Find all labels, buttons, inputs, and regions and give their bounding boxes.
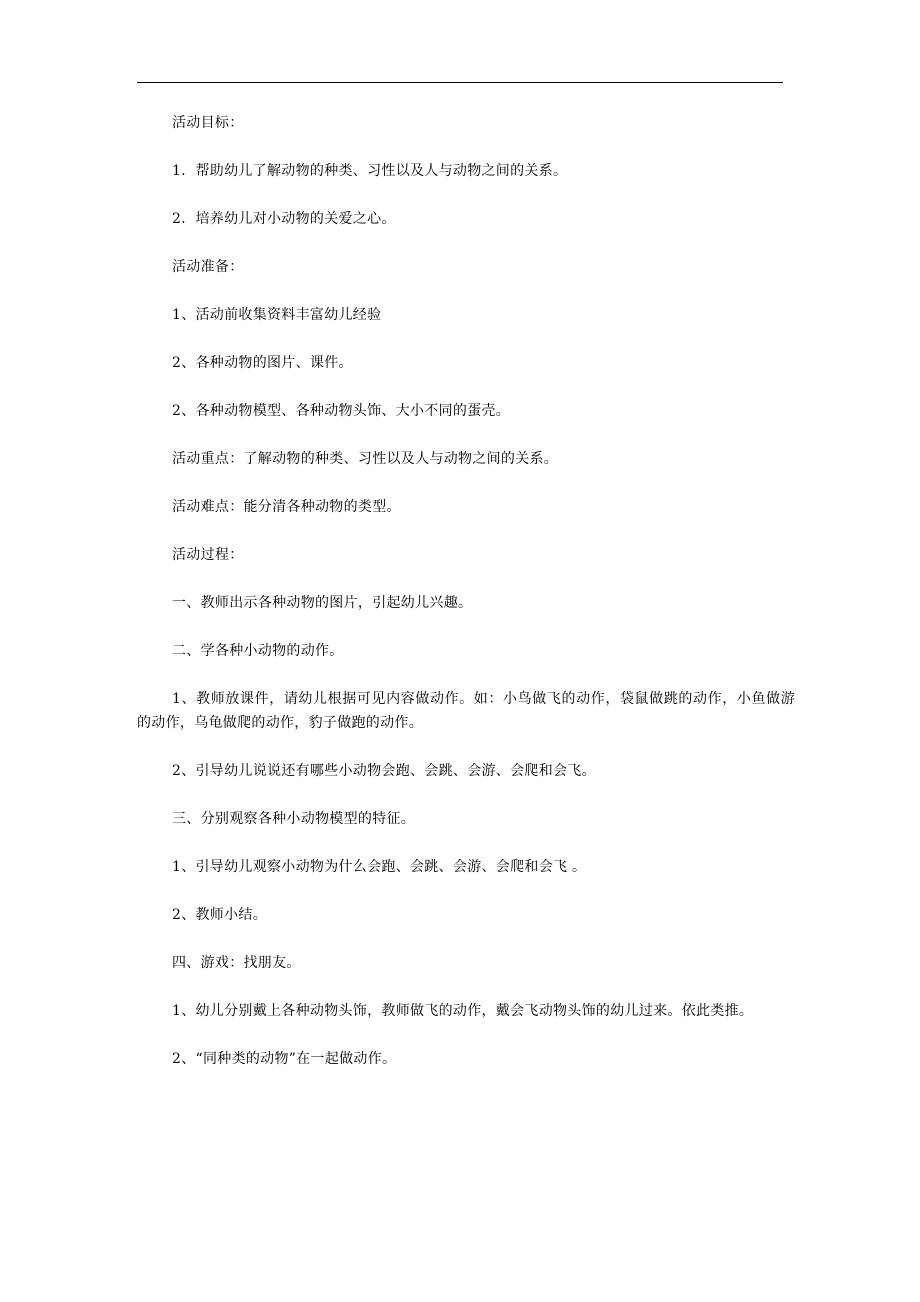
goal-item-2: 2．培养幼儿对小动物的关爱之心。 xyxy=(172,211,396,227)
document-body xyxy=(137,111,795,1071)
process-step-4-item-2: 2、“同种类的动物”在一起做动作。 xyxy=(172,1051,397,1067)
activity-key-point: 活动重点：了解动物的种类、习性以及人与动物之间的关系。 xyxy=(172,451,559,467)
process-step-1: 一、教师出示各种动物的图片，引起幼儿兴趣。 xyxy=(172,595,473,611)
process-step-4-item-1: 1、幼儿分别戴上各种动物头饰，教师做飞的动作，戴会飞动物头饰的幼儿过来。依此类推。 xyxy=(172,1003,754,1019)
preparation-item-1: 1、活动前收集资料丰富幼儿经验 xyxy=(172,307,382,323)
heading-activity-goals: 活动目标： xyxy=(172,115,244,131)
process-step-3-item-1: 1、引导幼儿观察小动物为什么会跑、会跳、会游、会爬和会飞 。 xyxy=(172,859,587,875)
process-step-3-item-2: 2、教师小结。 xyxy=(172,907,268,923)
heading-activity-preparation: 活动准备： xyxy=(172,259,244,275)
process-step-2-item-2: 2、引导幼儿说说还有哪些小动物会跑、会跳、会游、会爬和会飞。 xyxy=(172,763,596,779)
heading-activity-process: 活动过程： xyxy=(172,547,244,563)
goal-item-1: 1．帮助幼儿了解动物的种类、习性以及人与动物之间的关系。 xyxy=(172,163,568,179)
process-step-3: 三、分别观察各种小动物模型的特征。 xyxy=(172,811,416,827)
process-step-2: 二、学各种小动物的动作。 xyxy=(172,643,344,659)
process-step-4: 四、游戏：找朋友。 xyxy=(172,955,301,971)
activity-difficulty: 活动难点：能分清各种动物的类型。 xyxy=(172,499,401,515)
preparation-item-3: 2、各种动物模型、各种动物头饰、大小不同的蛋壳。 xyxy=(172,403,511,419)
preparation-item-2: 2、各种动物的图片、课件。 xyxy=(172,355,353,371)
process-step-2-item-1: 1、教师放课件，请幼儿根据可见内容做动作。如：小鸟做飞的动作，袋鼠做跳的动作，小鱼做游的动作，乌龟做爬的动作，豹子做跑的动作。 xyxy=(137,691,795,731)
header-rule xyxy=(137,82,783,83)
